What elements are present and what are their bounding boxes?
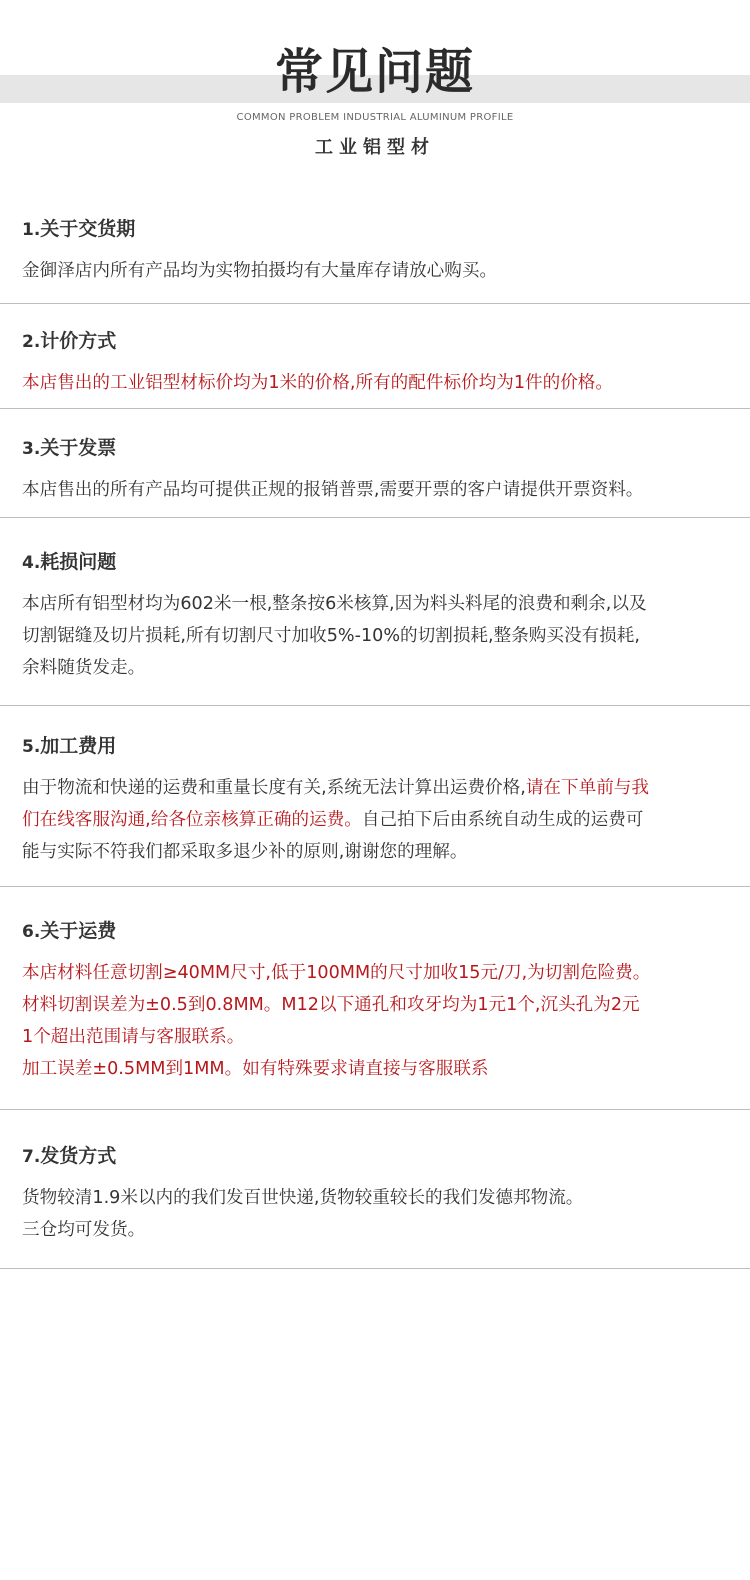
subtitle-chinese: 工业铝型材 — [315, 137, 435, 158]
section-text-line: 1个超出范围请与客服联系。 — [22, 1027, 245, 1047]
section-title: 6.关于运费 — [22, 920, 117, 942]
section-title: 1.关于交货期 — [22, 218, 136, 240]
page-title: 常见问题 — [274, 44, 475, 100]
section-text-line: 三仓均可发货。 — [22, 1220, 146, 1240]
section-title: 5.加工费用 — [22, 735, 117, 757]
subtitle-english: COMMON PROBLEM INDUSTRIAL ALUMINUM PROFILE — [236, 112, 514, 123]
section-title: 3.关于发票 — [22, 437, 117, 459]
section-text-line: 切割锯缝及切片损耗,所有切割尺寸加收5%-10%的切割损耗,整条购买没有损耗, — [22, 626, 640, 646]
section-title: 2.计价方式 — [22, 330, 117, 352]
highlight-text: 们在线客服沟通,给各位亲核算正确的运费。 — [22, 810, 362, 830]
highlight-text: 请在下单前与我 — [525, 778, 649, 798]
section-text-line: 本店所有铝型材均为602米一根,整条按6米核算,因为料头料尾的浪费和剩余,以及 — [22, 594, 647, 614]
section-text-line: 货物较清1.9米以内的我们发百世快递,货物较重较长的我们发德邦物流。 — [22, 1188, 584, 1208]
faq-section-invoice — [0, 409, 750, 518]
section-text-line: 本店售出的所有产品均可提供正规的报销普票,需要开票的客户请提供开票资料。 — [22, 480, 644, 500]
section-text-line: 材料切割误差为±0.5到0.8MM。M12以下通孔和攻牙均为1元1个,沉头孔为2元 — [22, 995, 640, 1015]
faq-section-shipping-fee — [0, 887, 750, 1110]
section-text-line: 由于物流和快递的运费和重量长度有关,系统无法计算出运费价格,请在下单前与我 — [22, 778, 649, 798]
section-text-line: 本店售出的工业铝型材标价均为1米的价格,所有的配件标价均为1件的价格。 — [22, 373, 613, 393]
faq-section-shipping-method — [0, 1110, 750, 1269]
section-title: 4.耗损问题 — [22, 551, 117, 573]
faq-section-loss — [0, 518, 750, 706]
section-title: 7.发货方式 — [22, 1145, 117, 1167]
section-text-line: 能与实际不符我们都采取多退少补的原则,谢谢您的理解。 — [22, 842, 468, 862]
section-text-line: 金御泽店内所有产品均为实物拍摄均有大量库存请放心购买。 — [22, 261, 498, 281]
faq-section-delivery — [0, 190, 750, 304]
faq-section-pricing — [0, 304, 750, 409]
section-text-line: 本店材料任意切割≥40MM尺寸,低于100MM的尺寸加收15元/刀,为切割危险费。 — [22, 963, 651, 983]
faq-section-processing-fee — [0, 706, 750, 887]
section-text-line: 余料随货发走。 — [22, 658, 146, 678]
section-text-line: 们在线客服沟通,给各位亲核算正确的运费。自己拍下后由系统自动生成的运费可 — [22, 810, 644, 830]
section-text-line: 加工误差±0.5MM到1MM。如有特殊要求请直接与客服联系 — [22, 1059, 489, 1079]
